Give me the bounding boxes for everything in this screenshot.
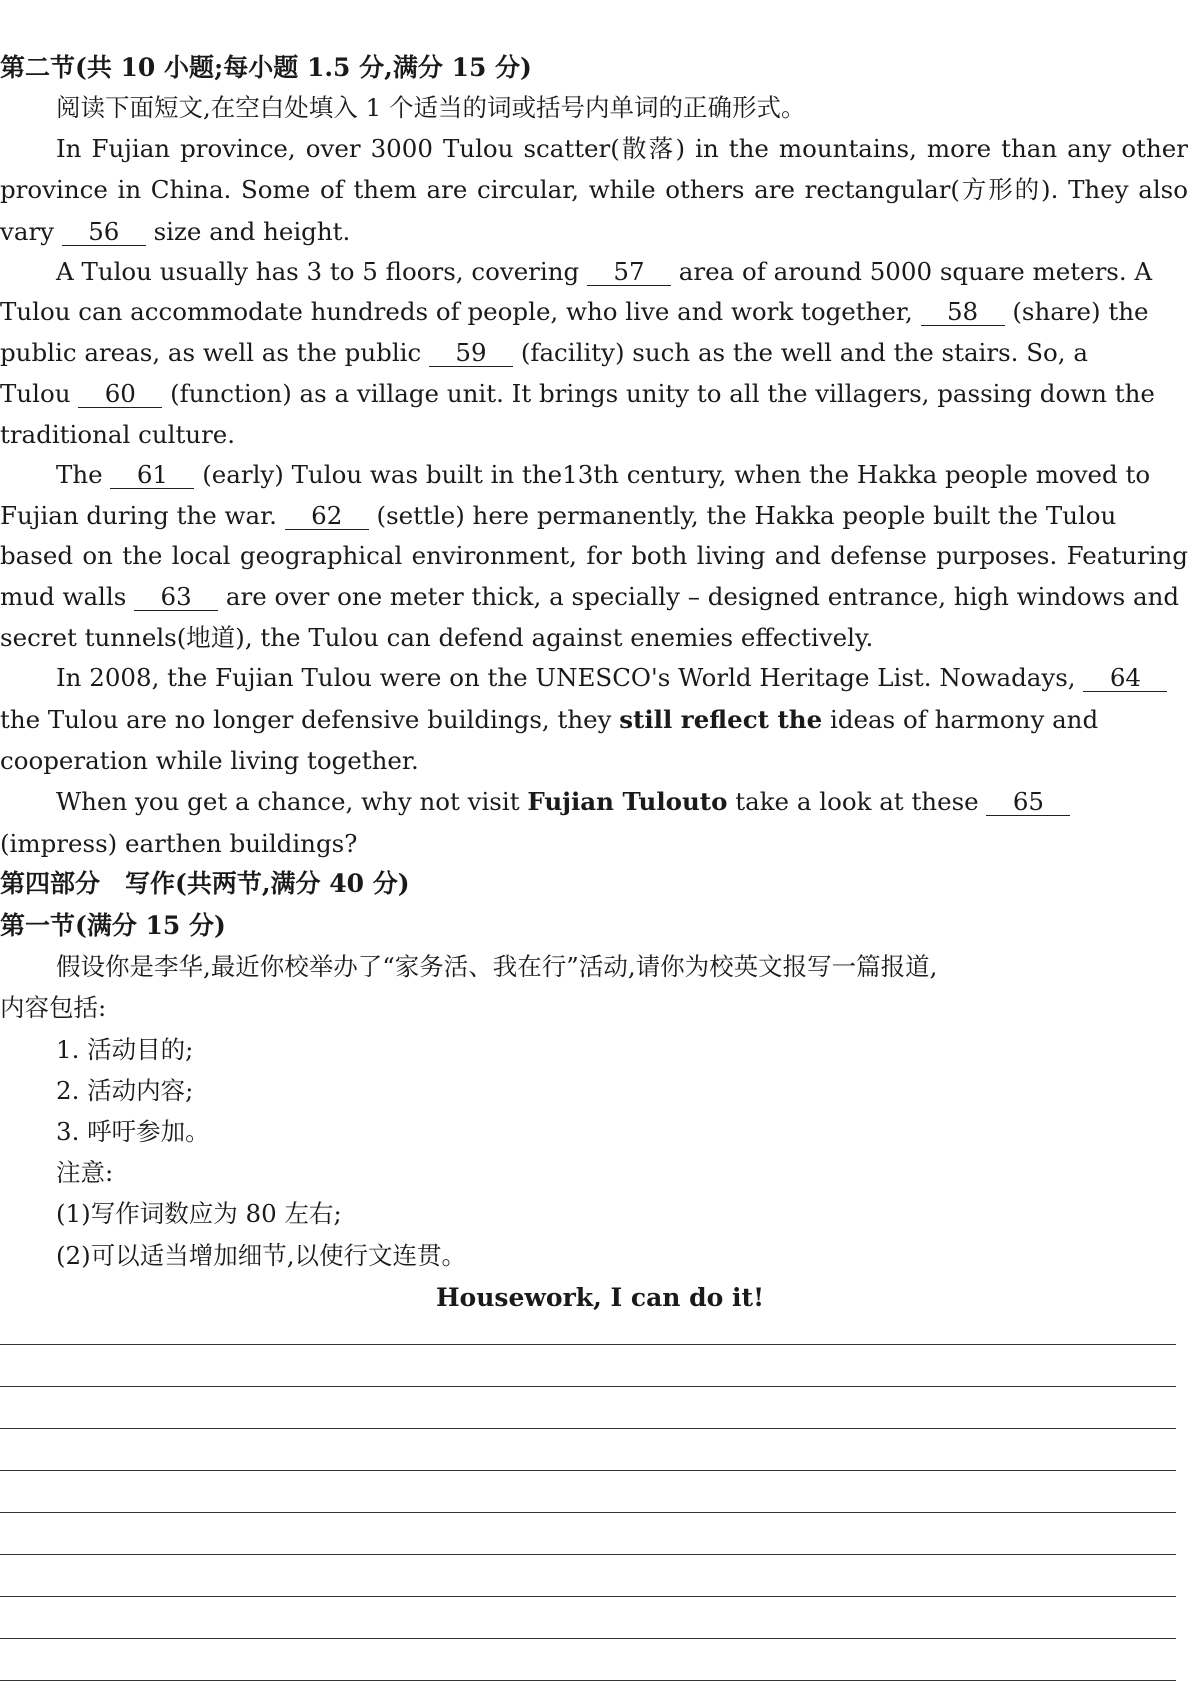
writing-line[interactable] <box>0 1596 1176 1597</box>
writing-line[interactable] <box>0 1512 1176 1513</box>
passage-text: area of around 5000 square meters. A <box>678 257 1153 286</box>
writing-line[interactable] <box>0 1554 1176 1555</box>
passage-line: traditional culture. <box>0 420 236 449</box>
passage-line <box>0 581 1179 613</box>
part-heading: 第四部分 写作(共两节,满分 40 分) <box>0 869 410 898</box>
passage-text: size and height. <box>153 217 351 246</box>
passage-line <box>0 337 1088 369</box>
writing-prompt: 内容包括: <box>0 993 107 1022</box>
passage-line <box>56 662 1167 694</box>
passage-text: (early) Tulou was built in the13th century, when the Hakka people moved to <box>202 460 1151 489</box>
writing-line[interactable] <box>0 1386 1176 1387</box>
passage-text: are over one meter thick, a specially – designed entrance, high windows and <box>225 582 1180 611</box>
section-heading: 第二节(共 10 小题;每小题 1.5 分,满分 15 分) <box>0 53 532 82</box>
writing-line[interactable] <box>0 1638 1176 1639</box>
passage-line <box>56 256 1188 288</box>
passage-text: public areas, as well as the public <box>0 338 422 367</box>
passage-text: A Tulou usually has 3 to 5 floors, covering <box>56 257 580 286</box>
passage-line <box>0 216 350 248</box>
note-label: 注意: <box>56 1158 114 1187</box>
prompt-item: 3. 呼吁参加。 <box>56 1117 210 1146</box>
blank-63[interactable]: 63 <box>134 584 218 611</box>
blank-56[interactable]: 56 <box>62 219 146 246</box>
passage-line: (impress) earthen buildings? <box>0 829 358 858</box>
passage-text: (settle) here permanently, the Hakka people built the Tulou <box>376 501 1117 530</box>
passage-text: the Tulou are no longer defensive buildings, they <box>0 705 612 734</box>
prompt-item: 1. 活动目的; <box>56 1035 194 1064</box>
section-instruction: 阅读下面短文,在空白处填入 1 个适当的词或括号内单词的正确形式。 <box>56 93 806 122</box>
passage-text: Tulou <box>0 379 71 408</box>
passage-text: (function) as a village unit. It brings unity to all the villagers, passing down the <box>170 379 1155 408</box>
passage-text: take a look at these <box>735 787 979 816</box>
passage-line <box>0 378 1155 410</box>
blank-59[interactable]: 59 <box>429 340 513 367</box>
passage-text: vary <box>0 217 55 246</box>
note-item: (2)可以适当增加细节,以使行文连贯。 <box>56 1241 466 1270</box>
passage-line <box>0 500 1116 532</box>
blank-60[interactable]: 60 <box>78 381 162 408</box>
blank-62[interactable]: 62 <box>285 503 369 530</box>
passage-line: In Fujian province, over 3000 Tulou scatter(散落) in the mountains, more than any other <box>56 134 1188 163</box>
writing-line[interactable] <box>0 1470 1176 1471</box>
passage-line: province in China. Some of them are circular, while others are rectangular(方形的). They also <box>0 175 1188 204</box>
passage-text: ideas of harmony and <box>830 705 1099 734</box>
blank-61[interactable]: 61 <box>110 462 194 489</box>
writing-line[interactable] <box>0 1428 1176 1429</box>
writing-line[interactable] <box>0 1344 1176 1345</box>
blank-65[interactable]: 65 <box>986 789 1070 816</box>
passage-text: (share) the <box>1012 297 1149 326</box>
passage-line <box>0 704 1098 736</box>
passage-line: cooperation while living together. <box>0 746 419 775</box>
section-heading: 第一节(满分 15 分) <box>0 911 226 940</box>
passage-text: mud walls <box>0 582 127 611</box>
passage-line: secret tunnels(地道), the Tulou can defend against enemies effectively. <box>0 623 874 652</box>
passage-text: When you get a chance, why not visit <box>56 787 520 816</box>
passage-text: In 2008, the Fujian Tulou were on the UNESCO's World Heritage List. Nowadays, <box>56 663 1076 692</box>
blank-64[interactable]: 64 <box>1083 665 1167 692</box>
passage-text: Fujian during the war. <box>0 501 277 530</box>
passage-text-bold: Fujian Tulouto <box>527 787 728 816</box>
passage-line <box>56 786 1070 818</box>
writing-line[interactable] <box>0 1680 1176 1681</box>
passage-line: based on the local geographical environment, for both living and defense purposes. Featuring <box>0 541 1188 570</box>
essay-title: Housework, I can do it! <box>435 1283 765 1312</box>
prompt-item: 2. 活动内容; <box>56 1076 194 1105</box>
blank-57[interactable]: 57 <box>587 259 671 286</box>
passage-line <box>56 459 1150 491</box>
passage-text-bold: still reflect the <box>619 705 823 734</box>
passage-text: (facility) such as the well and the stairs. So, a <box>520 338 1088 367</box>
writing-prompt: 假设你是李华,最近你校举办了“家务活、我在行”活动,请你为校英文报写一篇报道, <box>56 952 938 981</box>
passage-line <box>0 296 1149 328</box>
blank-58[interactable]: 58 <box>921 299 1005 326</box>
note-item: (1)写作词数应为 80 左右; <box>56 1199 342 1228</box>
passage-text: The <box>56 460 103 489</box>
passage-text: Tulou can accommodate hundreds of people, who live and work together, <box>0 297 913 326</box>
